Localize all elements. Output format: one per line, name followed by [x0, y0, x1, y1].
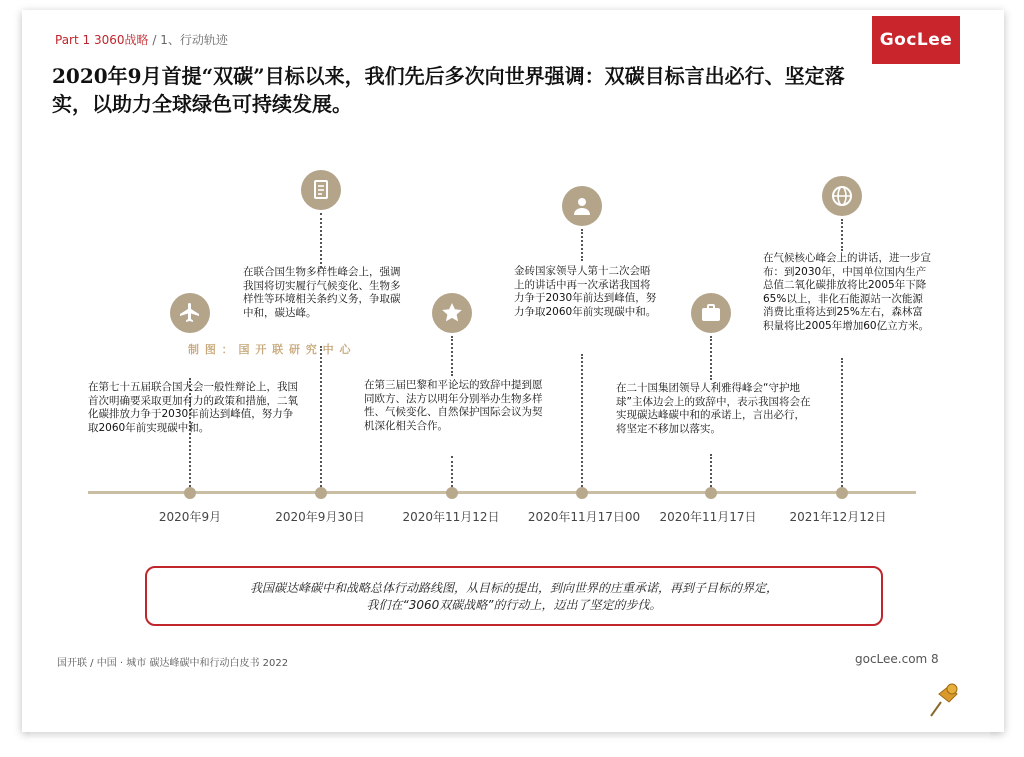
timeline-date: 2020年11月17日00 — [527, 510, 641, 524]
breadcrumb — [55, 31, 228, 48]
star-icon — [432, 293, 472, 333]
timeline-date: 2020年9月 — [158, 510, 222, 524]
connector-line — [710, 336, 712, 380]
brand-logo: GocLee — [872, 16, 960, 64]
document-icon — [301, 170, 341, 210]
timeline-dot — [836, 487, 848, 499]
event-text: 金砖国家领导人第十二次会晤上的讲话中再一次承诺我国将力争于2030年前达到峰值，努力争取2060年前实现碳中和。 — [514, 265, 657, 318]
timeline-date: 2020年9月30日 — [275, 510, 365, 524]
timeline-date: 2020年11月17日 — [659, 510, 757, 524]
breadcrumb-part: Part 1 — [55, 33, 91, 47]
footer-source: 国开联 / 中国 · 城市 碳达峰碳中和行动白皮书 2022 — [57, 658, 289, 669]
connector-line — [320, 213, 322, 268]
timeline-date: 2021年12月12日 — [789, 510, 887, 524]
footer-page: gocLee.com 8 — [855, 652, 939, 666]
event-text: 在第三届巴黎和平论坛的致辞中提到愿同欧方、法方以明年分别举办生物多样性、气候变化、自然保护国际会议为契机深化相关合作。 — [364, 379, 543, 432]
connector-line — [451, 336, 453, 376]
event-text: 在二十国集团领导人利雅得峰会“守护地球”主体边会上的致辞中，表示我国将会在实现碳达峰碳中和的承诺上，言出必行，将坚定不移加以落实。 — [616, 382, 811, 435]
summary-line: 我国碳达峰碳中和战略总体行动路线图，从目标的提出，到向世界的庄重承诺，再到子目标的界定， — [249, 581, 778, 595]
watermark: 制 图 ： 国 开 联 研 究 中 心 — [188, 343, 352, 356]
connector-line — [581, 229, 583, 261]
breadcrumb-separator: / — [152, 33, 157, 47]
person-icon — [562, 186, 602, 226]
timeline-dot — [184, 487, 196, 499]
summary-box — [145, 566, 883, 626]
timeline-dot — [576, 487, 588, 499]
page-title: 2020年9月首提“双碳”目标以来，我们先后多次向世界强调：双碳目标言出必行、坚定落实，以助力全球绿色可持续发展。 — [52, 64, 845, 116]
breadcrumb-section: 3060战略 — [93, 33, 149, 47]
event-text: 在气候核心峰会上的讲话，进一步宣布：到2030年，中国单位国内生产总值二氧化碳排放将比2005年下降65%以上，非化石能源站一次能源消费比重将达到25%左右，森林富积量将比2005年增加60亿立方米。 — [763, 252, 931, 332]
timeline-dot — [446, 487, 458, 499]
breadcrumb-subsection: 1、行动轨迹 — [160, 33, 228, 47]
event-text: 在联合国生物多样性峰会上，强调我国将切实履行气候变化、生物多样性等环境相关条约义务，争取碳中和，碳达峰。 — [243, 266, 401, 319]
page-shadow — [30, 732, 990, 740]
airplane-icon — [170, 293, 210, 333]
timeline-axis — [88, 491, 916, 494]
pushpin-icon — [925, 680, 961, 720]
timeline-date: 2020年11月12日 — [402, 510, 500, 524]
timeline-dot — [315, 487, 327, 499]
summary-line: 我们在“3060双碳战略”的行动上，迈出了坚定的步伐。 — [366, 598, 662, 612]
connector-line — [841, 358, 843, 491]
event-text: 在第七十五届联合国大会一般性辩论上，我国首次明确要采取更加有力的政策和措施，二氧化碳排放力争于2030年前达到峰值，努力争取2060年前实现碳中和。 — [88, 381, 298, 434]
timeline-dot — [705, 487, 717, 499]
connector-line — [320, 346, 322, 491]
connector-line — [710, 454, 712, 491]
briefcase-icon — [691, 293, 731, 333]
connector-line — [451, 456, 453, 491]
connector-line — [841, 219, 843, 251]
globe-icon — [822, 176, 862, 216]
connector-line — [581, 354, 583, 491]
